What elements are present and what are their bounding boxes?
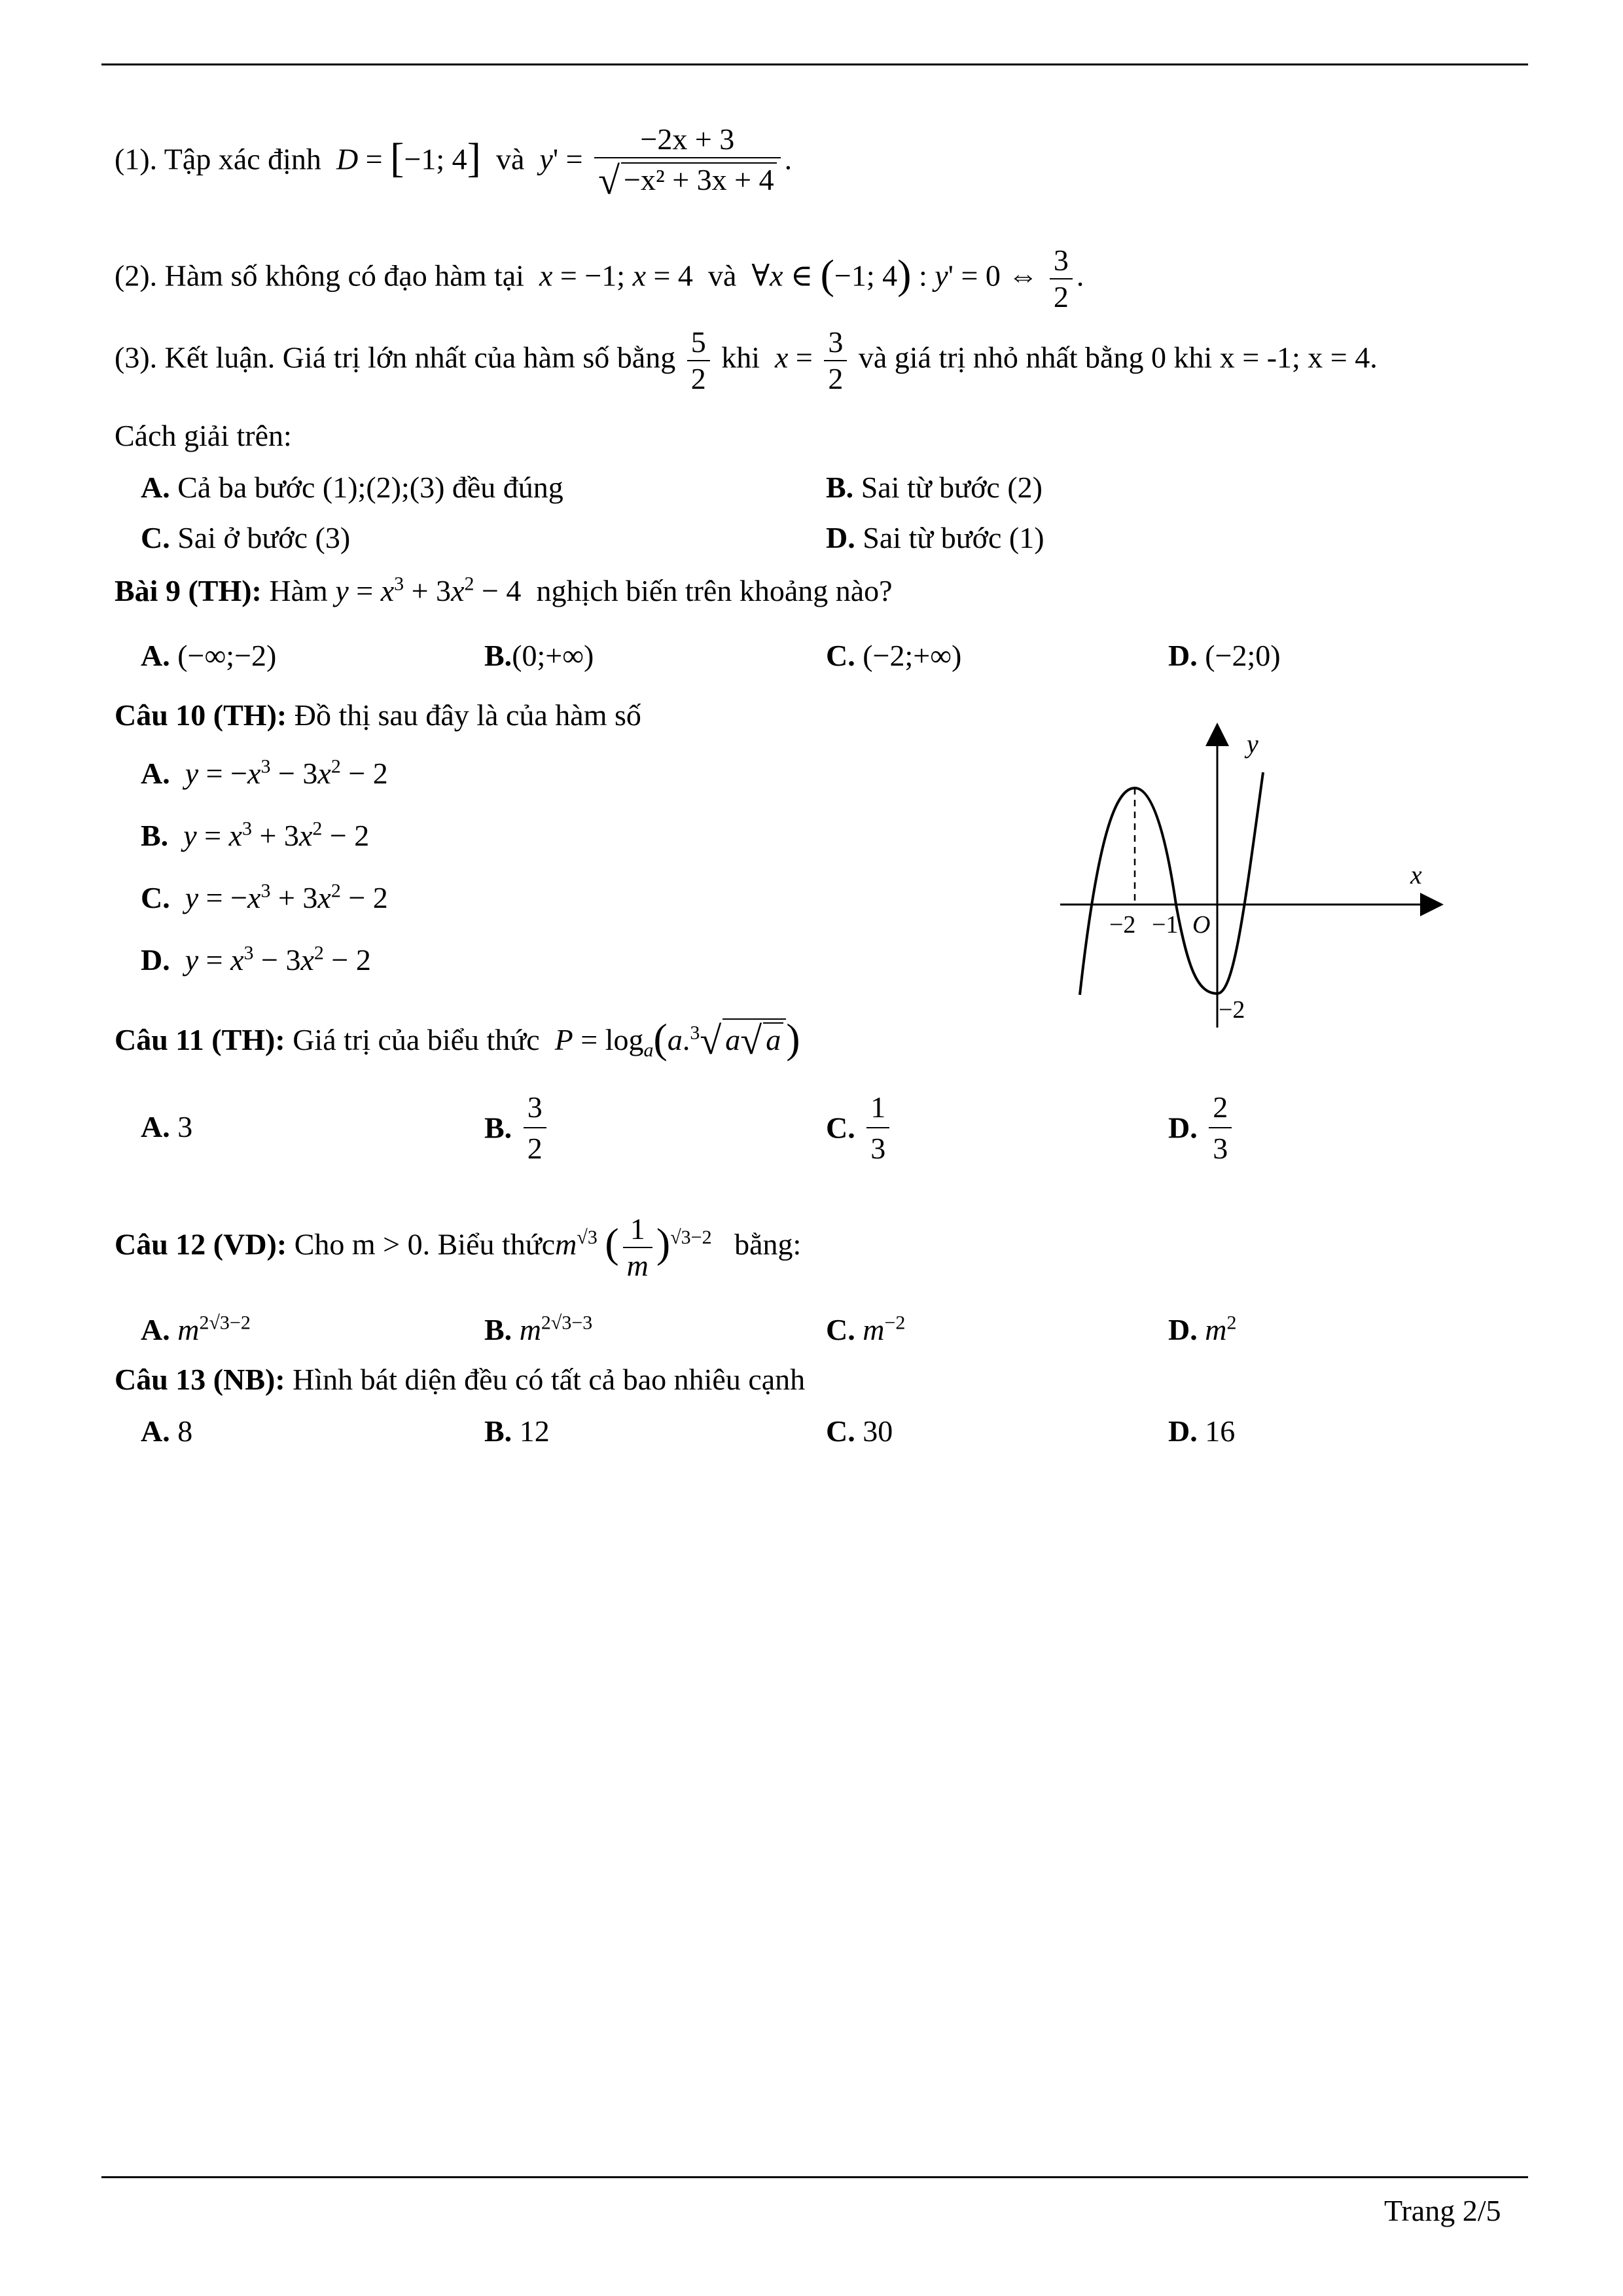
step2-line: (2). Hàm số không có đạo hàm tại x = −1; x = 4 và ∀x ∈ (−1; 4) : y' = 0 ⇔ $\frac{3}{2}$ . (115, 243, 1084, 314)
q8-option-d[interactable]: D. Sai từ bước (1) (826, 521, 1044, 554)
q10-graph (1047, 720, 1453, 1034)
q13-option-b[interactable]: B. 12 (484, 1414, 550, 1448)
q8-option-b[interactable]: B. Sai từ bước (2) (826, 471, 1043, 504)
q9-question: Bài 9 (TH): Hàm $y = x^3 + 3x^2 - 4$ nghịch biến trên khoảng nào? (115, 573, 893, 607)
q10-option-b[interactable]: B. $y = x^3 + 3x^2 - 2$ (141, 817, 370, 852)
q11-option-c[interactable]: C. $\frac{1}{3}$ (826, 1090, 893, 1166)
step1-line: (1). Tập xác định D = [−1; 4] và y' = $\frac{-2x + 3}{\text{√ −x² + 3x + 4}}$ . (115, 122, 793, 202)
tick-label-minus1: −1 (1152, 911, 1179, 939)
q12-option-b[interactable]: B. $m^{2√3-3}$ (484, 1312, 593, 1346)
cubic-curve (1080, 772, 1263, 995)
step3-line: (3). Kết luận. Giá trị lớn nhất của hàm số bằng $\frac{5}{2}$ khi x = $\frac{3}{2}$ và giá trị nhỏ nhất bằng 0 khi x = -1; x = 4. (115, 325, 1378, 395)
q9-option-a[interactable]: A. (−∞;−2) (141, 639, 277, 672)
q10-option-c[interactable]: C. $y = -x^3 + 3x^2 - 2$ (141, 880, 388, 914)
q11-question: Câu 11 (TH): Giá trị của biểu thức $P = \log_a(a.^3√$ a√ a ) (115, 1015, 800, 1062)
y-tick-label: −2 (1219, 996, 1245, 1024)
q8-option-c[interactable]: C. Sai ở bước (3) (141, 521, 351, 554)
q12-option-a[interactable]: A. $m^{2√3-2}$ (141, 1312, 251, 1346)
tick-label-minus2: −2 (1109, 911, 1136, 939)
q11-option-b[interactable]: B. $\frac{3}{2}$ (484, 1090, 550, 1166)
q12-question: Câu 12 (VD): Cho m > 0. Biểu thứcm$^{√3}$ ( $\frac{1}{m}$ )$^{√3-2}$ bằng: (115, 1212, 802, 1282)
q13-question: Câu 13 (NB): Hình bát diện đều có tất cả bao nhiêu cạnh (115, 1363, 806, 1396)
q12-option-d[interactable]: D. $m^2$ (1168, 1312, 1237, 1346)
q9-option-d[interactable]: D. (−2;0) (1168, 639, 1281, 672)
origin-label: O (1192, 911, 1211, 939)
q10-question: Câu 10 (TH): Đồ thị sau đây là của hàm số (115, 698, 641, 732)
q9-option-b[interactable]: B.(0;+∞) (484, 639, 594, 672)
q11-option-d[interactable]: D. $\frac{2}{3}$ (1168, 1090, 1236, 1166)
q8-option-a[interactable]: A. Cả ba bước (1);(2);(3) đều đúng (141, 471, 563, 504)
derivative-fraction: $\frac{-2x + 3}{\text{√ −x² + 3x + 4}}$ (594, 124, 781, 200)
q11-option-a[interactable]: A. 3 (141, 1110, 193, 1143)
y-axis-label: y (1247, 729, 1258, 759)
q10-option-d[interactable]: D. $y = x^3 - 3x^2 - 2$ (141, 942, 371, 977)
page-number: Trang 2/5 (1384, 2194, 1501, 2227)
q13-option-d[interactable]: D. 16 (1168, 1414, 1236, 1448)
top-rule (101, 63, 1528, 65)
q10-option-a[interactable]: A. $y = -x^3 - 3x^2 - 2$ (141, 755, 388, 790)
q12-option-c[interactable]: C. $m^{-2}$ (826, 1312, 906, 1346)
q9-option-c[interactable]: C. (−2;+∞) (826, 639, 962, 672)
q8-prompt: Cách giải trên: (115, 419, 292, 452)
bottom-rule (101, 2176, 1528, 2178)
x-axis-label: x (1410, 860, 1422, 889)
q13-option-c[interactable]: C. 30 (826, 1414, 893, 1448)
q13-option-a[interactable]: A. 8 (141, 1414, 193, 1448)
